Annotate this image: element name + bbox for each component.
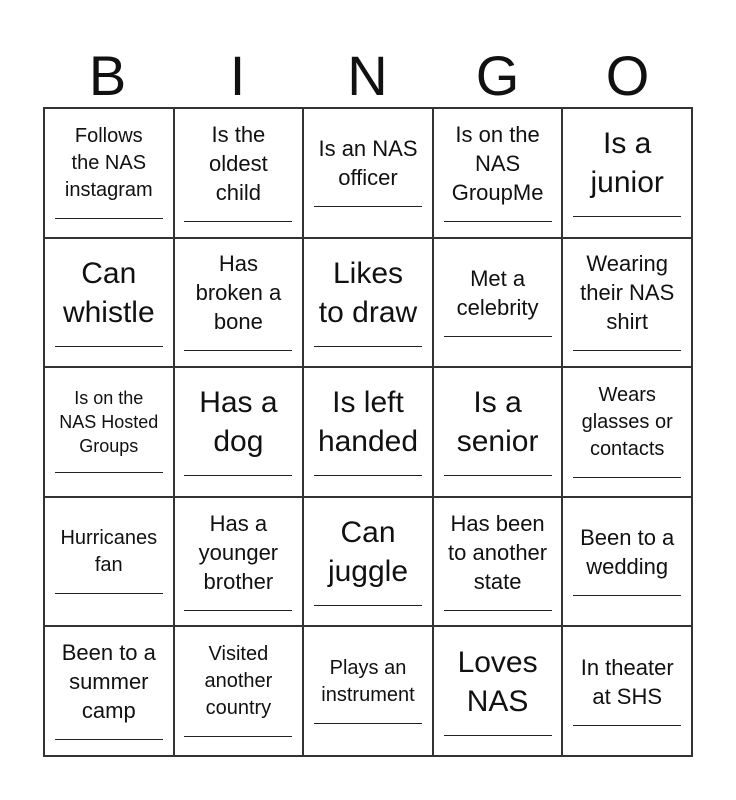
signature-line [314, 713, 422, 724]
cell-text: Is a junior [590, 127, 664, 200]
cell-text: Met a celebrity [456, 265, 539, 320]
signature-line [55, 729, 163, 740]
signature-line [573, 340, 681, 351]
bingo-cell[interactable] [303, 367, 433, 497]
cell-text: Can juggle [327, 516, 409, 589]
signature-line [55, 462, 163, 473]
bingo-cell[interactable] [174, 367, 304, 497]
cell-text: Follows the NAS instagram [64, 124, 153, 201]
signature-line [55, 208, 163, 219]
bingo-cell[interactable] [562, 497, 692, 627]
signature-line [444, 211, 552, 222]
bingo-cell[interactable] [433, 367, 563, 497]
cell-text: Can whistle [62, 256, 155, 329]
signature-line [573, 206, 681, 217]
signature-line [444, 326, 552, 337]
signature-line [573, 585, 681, 596]
cell-text: Has a dog [199, 386, 278, 459]
header-letter-n: N [347, 44, 389, 107]
cell-text: Been to a summer camp [61, 640, 156, 724]
signature-line [444, 600, 552, 611]
signature-line [184, 211, 292, 222]
bingo-header [43, 44, 693, 108]
bingo-cell[interactable] [562, 626, 692, 756]
cell-text: Is on the NAS Hosted Groups [59, 388, 159, 457]
signature-line [184, 600, 292, 611]
cell-text: Wearing their NAS shirt [580, 251, 675, 335]
cell-text: Has broken a bone [195, 251, 282, 335]
bingo-cell[interactable] [174, 626, 304, 756]
cell-text: Been to a wedding [580, 525, 675, 580]
bingo-cell[interactable] [433, 497, 563, 627]
cell-text: Loves NAS [457, 645, 538, 718]
cell-text: Is on the NAS GroupMe [451, 121, 544, 205]
cell-text: Hurricanes fan [60, 527, 158, 577]
signature-line [55, 336, 163, 347]
signature-line [444, 465, 552, 476]
bingo-cell[interactable] [44, 626, 174, 756]
signature-line [184, 340, 292, 351]
signature-line [184, 726, 292, 737]
signature-line [314, 336, 422, 347]
cell-text: Likes to draw [318, 256, 418, 329]
bingo-cell[interactable] [562, 238, 692, 368]
bingo-cell[interactable] [174, 108, 304, 238]
bingo-cell[interactable] [44, 238, 174, 368]
bingo-grid [43, 107, 693, 757]
bingo-cell[interactable] [44, 497, 174, 627]
bingo-cell[interactable] [433, 238, 563, 368]
header-letter-b: B [88, 44, 128, 107]
cell-text: Visited another country [204, 643, 273, 720]
bingo-cell[interactable] [174, 238, 304, 368]
header-letter-o: O [605, 44, 651, 107]
signature-line [314, 196, 422, 207]
bingo-cell[interactable] [562, 108, 692, 238]
cell-text: Wears glasses or contacts [581, 383, 673, 460]
cell-text: Has a younger brother [198, 510, 279, 594]
bingo-cell[interactable] [433, 108, 563, 238]
bingo-cell[interactable] [433, 626, 563, 756]
bingo-cell[interactable] [174, 497, 304, 627]
signature-line [444, 725, 552, 736]
cell-text: Plays an instrument [321, 656, 415, 706]
header-letter-i: I [229, 44, 247, 107]
signature-line [314, 465, 422, 476]
signature-line [55, 583, 163, 594]
signature-line [573, 715, 681, 726]
cell-text: Has been to another state [448, 510, 548, 594]
bingo-cell[interactable] [303, 108, 433, 238]
signature-line [314, 595, 422, 606]
cell-text: Is a senior [456, 386, 539, 459]
signature-line [184, 465, 292, 476]
cell-text: Is the oldest child [209, 121, 268, 205]
cell-text: In theater at SHS [580, 654, 674, 709]
bingo-cell[interactable] [44, 108, 174, 238]
bingo-cell[interactable] [44, 367, 174, 497]
bingo-cell[interactable] [562, 367, 692, 497]
bingo-cell[interactable] [303, 626, 433, 756]
cell-text: Is left handed [317, 386, 419, 459]
bingo-cell[interactable] [303, 497, 433, 627]
bingo-cell[interactable] [303, 238, 433, 368]
cell-text: Is an NAS officer [318, 136, 418, 191]
header-letter-g: G [475, 44, 521, 107]
signature-line [573, 467, 681, 478]
